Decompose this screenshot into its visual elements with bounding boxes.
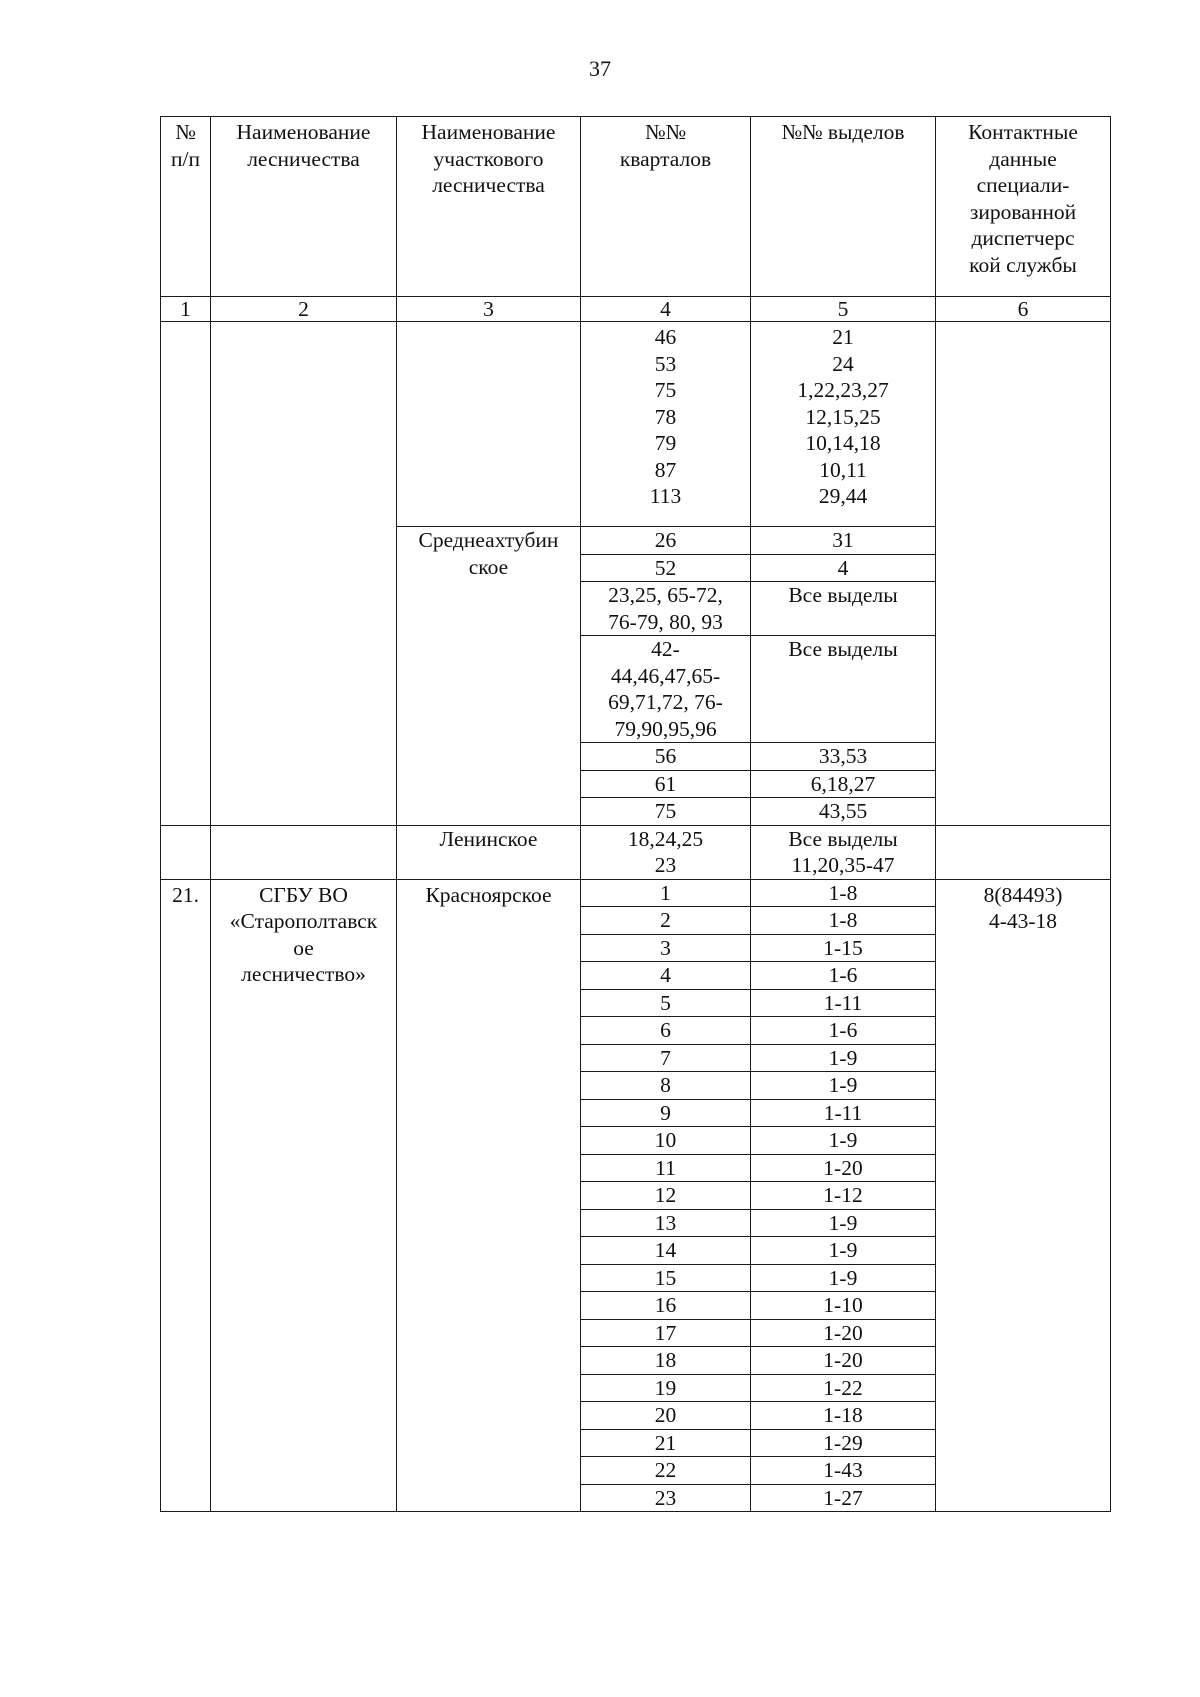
- header-kvartals-line: кварталов: [619, 146, 712, 171]
- cell-vydels: 1-29: [751, 1429, 936, 1457]
- cell-kvartals: 17: [581, 1319, 751, 1347]
- cell-kvartals: 5: [581, 989, 751, 1017]
- header-district-line: участкового: [433, 146, 544, 171]
- cell-kvartals: [581, 582, 751, 636]
- cell-forestry-line: лесничество»: [241, 962, 366, 986]
- cell-kvartals-line: 79: [654, 431, 677, 455]
- cell-kvartals-line: 52: [654, 555, 677, 580]
- cell-kvartals-line: 26: [654, 528, 677, 552]
- column-number: 5: [751, 297, 936, 322]
- cell-vydels-line: 1,22,23,27: [797, 378, 889, 402]
- cell-vydels: [751, 582, 936, 636]
- cell-vydels: 1-20: [751, 1154, 936, 1182]
- table-header: [161, 117, 1111, 322]
- cell-forestry-line: СГБУ ВО: [259, 882, 348, 907]
- cell-vydels: [751, 798, 936, 826]
- cell-vydels: 1-12: [751, 1182, 936, 1210]
- cell-contacts: [936, 825, 1111, 879]
- cell-vydels: 1-22: [751, 1374, 936, 1402]
- cell-vydels: [751, 527, 936, 555]
- cell-vydels-line: 6,18,27: [810, 771, 876, 796]
- cell-vydels: 1-11: [751, 1099, 936, 1127]
- cell-vydels: 1-20: [751, 1347, 936, 1375]
- column-number: 3: [397, 297, 581, 322]
- cell-kvartals: 11: [581, 1154, 751, 1182]
- cell-kvartals: [581, 825, 751, 879]
- table-row: [161, 322, 1111, 527]
- header-contacts-line: зированной: [969, 199, 1077, 224]
- cell-kvartals: 9: [581, 1099, 751, 1127]
- cell-kvartals-line: 23: [654, 853, 677, 877]
- column-number: 2: [211, 297, 397, 322]
- cell-vydels: [751, 554, 936, 582]
- header-kvartals: [581, 117, 751, 297]
- header-district-line: Наименование: [421, 120, 556, 144]
- cell-vydels: 1-9: [751, 1237, 936, 1265]
- cell-kvartals-line: 42-: [651, 637, 680, 661]
- table-row: [161, 825, 1111, 879]
- cell-vydels-line: 4: [837, 555, 849, 580]
- header-kvartals-line: №№: [644, 120, 687, 144]
- header-number: [161, 117, 211, 297]
- cell-vydels-line: 24: [832, 351, 854, 376]
- cell-kvartals-line: 69,71,72, 76-: [608, 690, 723, 714]
- cell-vydels: [751, 825, 936, 879]
- cell-kvartals: 10: [581, 1127, 751, 1155]
- cell-kvartals: 7: [581, 1044, 751, 1072]
- cell-number: [161, 322, 211, 826]
- cell-district-line: Среднеахтубин: [418, 528, 559, 552]
- cell-vydels: 1-9: [751, 1264, 936, 1292]
- cell-vydels-line: 43,55: [818, 799, 868, 823]
- cell-kvartals-line: 75: [654, 799, 677, 823]
- cell-vydels: [751, 322, 936, 527]
- cell-kvartals: [581, 743, 751, 771]
- cell-district: [397, 322, 581, 527]
- cell-vydels-line: Все выделы: [788, 826, 898, 851]
- column-number: 1: [161, 297, 211, 322]
- header-contacts-line: кой службы: [969, 252, 1077, 277]
- header-contacts-line: специали-: [976, 173, 1070, 197]
- cell-vydels-line: Все выделы: [788, 637, 898, 661]
- header-contacts-line: данные: [989, 146, 1057, 171]
- cell-kvartals: 18: [581, 1347, 751, 1375]
- cell-district-line: ское: [468, 554, 509, 579]
- column-number: 4: [581, 297, 751, 322]
- cell-kvartals-line: 46: [654, 325, 677, 349]
- cell-number: 21.: [161, 879, 211, 1512]
- cell-vydels-line: 33,53: [818, 744, 868, 768]
- cell-number: [161, 825, 211, 879]
- header-district-line: лесничества: [432, 173, 545, 197]
- cell-kvartals-line: 87: [654, 457, 677, 482]
- cell-kvartals: 2: [581, 907, 751, 935]
- header-contacts: [936, 117, 1111, 297]
- cell-kvartals: 23: [581, 1484, 751, 1512]
- cell-kvartals-line: 44,46,47,65-: [610, 663, 721, 688]
- cell-vydels: 1-6: [751, 1017, 936, 1045]
- cell-vydels: [751, 636, 936, 743]
- cell-kvartals-line: 23,25, 65-72,: [608, 583, 723, 607]
- cell-contacts-line: 8(84493): [983, 882, 1063, 907]
- header-vydels-line: №№ выделов: [781, 120, 905, 144]
- cell-kvartals: 19: [581, 1374, 751, 1402]
- cell-kvartals: 21: [581, 1429, 751, 1457]
- table-body: [161, 322, 1111, 1512]
- cell-forestry: [211, 322, 397, 826]
- header-forestry-line: лесничества: [247, 146, 360, 171]
- cell-vydels: 1-27: [751, 1484, 936, 1512]
- cell-vydels: 1-11: [751, 989, 936, 1017]
- cell-vydels-line: 10,14,18: [805, 431, 881, 455]
- cell-contacts: [936, 879, 1111, 1512]
- header-contacts-line: Контактные: [968, 120, 1078, 144]
- cell-forestry-line: «Старополтавск: [229, 909, 378, 933]
- forestry-table: [160, 116, 1111, 1512]
- cell-kvartals: [581, 554, 751, 582]
- cell-vydels: 1-43: [751, 1457, 936, 1485]
- cell-contacts: [936, 322, 1111, 826]
- cell-vydels: 1-18: [751, 1402, 936, 1430]
- cell-forestry-line: ое: [293, 935, 314, 960]
- cell-vydels: 1-20: [751, 1319, 936, 1347]
- cell-kvartals-line: 56: [654, 744, 677, 768]
- column-number-row: [161, 297, 1111, 322]
- cell-kvartals: 3: [581, 934, 751, 962]
- cell-kvartals: 16: [581, 1292, 751, 1320]
- cell-district: [397, 527, 581, 826]
- cell-vydels-line: 12,15,25: [805, 404, 881, 429]
- cell-kvartals: [581, 770, 751, 798]
- cell-kvartals: [581, 636, 751, 743]
- cell-kvartals-line: 53: [654, 351, 677, 376]
- cell-kvartals-line: 18,24,25: [627, 826, 704, 851]
- cell-vydels: 1-9: [751, 1209, 936, 1237]
- cell-forestry: [211, 825, 397, 879]
- page-number: 37: [589, 56, 611, 81]
- cell-vydels: 1-9: [751, 1044, 936, 1072]
- cell-kvartals: 22: [581, 1457, 751, 1485]
- cell-forestry: [211, 879, 397, 1512]
- cell-vydels-line: 31: [832, 528, 854, 552]
- cell-kvartals-line: 79,90,95,96: [614, 716, 717, 741]
- cell-kvartals: 12: [581, 1182, 751, 1210]
- cell-vydels: 1-6: [751, 962, 936, 990]
- header-number-line: №: [175, 120, 196, 144]
- cell-kvartals: 15: [581, 1264, 751, 1292]
- cell-vydels-line: 21: [832, 325, 854, 349]
- cell-kvartals: [581, 527, 751, 555]
- cell-kvartals-line: 113: [649, 484, 682, 508]
- cell-vydels: [751, 770, 936, 798]
- cell-kvartals: [581, 322, 751, 527]
- cell-kvartals: 6: [581, 1017, 751, 1045]
- cell-vydels-line: Все выделы: [788, 583, 898, 607]
- cell-vydels: 1-9: [751, 1072, 936, 1100]
- cell-kvartals-line: 75: [654, 378, 677, 402]
- cell-vydels: [751, 743, 936, 771]
- cell-kvartals-line: 61: [654, 771, 677, 796]
- cell-contacts-line: 4-43-18: [988, 909, 1058, 933]
- cell-vydels: 1-10: [751, 1292, 936, 1320]
- cell-vydels-line: 11,20,35-47: [791, 853, 895, 877]
- header-contacts-line: диспетчерс: [971, 226, 1075, 250]
- cell-vydels: 1-9: [751, 1127, 936, 1155]
- cell-kvartals-line: 78: [654, 404, 677, 429]
- header-vydels: [751, 117, 936, 297]
- cell-kvartals: 8: [581, 1072, 751, 1100]
- header-district: [397, 117, 581, 297]
- header-number-line: п/п: [171, 146, 200, 171]
- column-number: 6: [936, 297, 1111, 322]
- cell-vydels: 1-8: [751, 907, 936, 935]
- cell-vydels: 1-8: [751, 879, 936, 907]
- table-row: [161, 879, 1111, 907]
- cell-kvartals: 1: [581, 879, 751, 907]
- cell-kvartals: 14: [581, 1237, 751, 1265]
- cell-kvartals: 20: [581, 1402, 751, 1430]
- header-forestry-line: Наименование: [236, 120, 371, 144]
- header-forestry: [211, 117, 397, 297]
- cell-vydels-line: 10,11: [819, 457, 867, 482]
- cell-kvartals: 13: [581, 1209, 751, 1237]
- cell-vydels-line: 29,44: [818, 484, 868, 508]
- cell-vydels: 1-15: [751, 934, 936, 962]
- cell-kvartals-line: 76-79, 80, 93: [608, 609, 723, 634]
- cell-district: Ленинское: [397, 825, 581, 879]
- cell-district: Красноярское: [397, 879, 581, 1512]
- cell-kvartals: [581, 798, 751, 826]
- cell-kvartals: 4: [581, 962, 751, 990]
